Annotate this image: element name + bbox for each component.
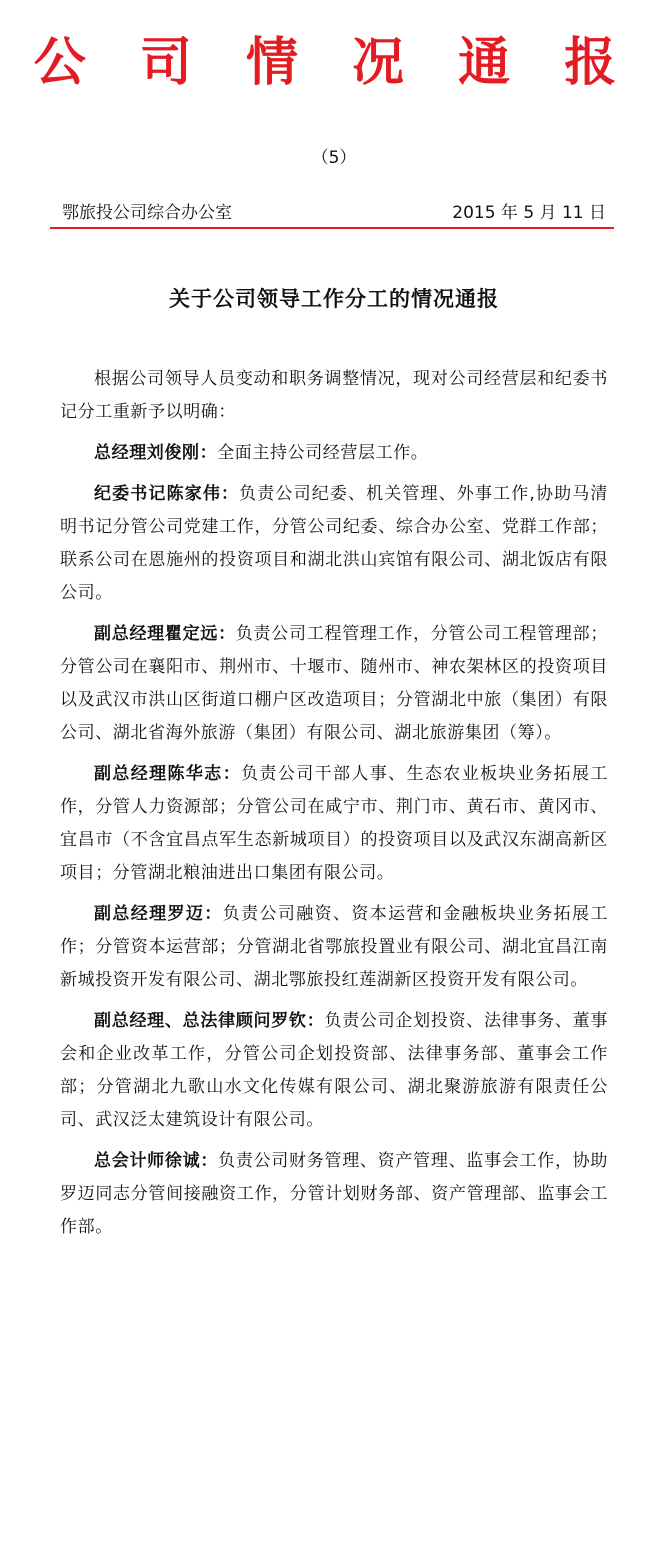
assignment-paragraph	[60, 758, 608, 890]
issue-number: （5）	[311, 148, 357, 168]
assignment-duties: 负责公司工程管理工作，分管公司工程管理部；分管公司在襄阳市、荆州市、十堰市、随州市、神农架林区的投资项目以及武汉市洪山区街道口棚户区改造项目；分管湖北中旅（集团）有限公司、湖北省海外旅游（集团）有限公司、湖北旅游集团（筹）。	[60, 624, 608, 743]
assignment-role: 纪委书记陈家伟：	[94, 484, 240, 504]
assignment-duties: 负责公司干部人事、生态农业板块业务拓展工作，分管人力资源部；分管公司在咸宁市、荆门市、黄石市、黄冈市、宜昌市（不含宜昌点军生态新城项目）的投资项目以及武汉东湖高新区项目；分管湖北粮油进出口集团有限公司。	[60, 764, 608, 883]
document-title: 关于公司领导工作分工的情况通报	[169, 287, 499, 311]
assignment-role: 副总经理瞿定远：	[94, 624, 236, 644]
assignment-paragraph	[60, 437, 608, 470]
red-divider-rule	[50, 227, 614, 229]
assignment-paragraph	[60, 478, 608, 610]
assignment-paragraph	[60, 1145, 608, 1244]
assignment-role: 副总经理、总法律顾问罗钦：	[94, 1011, 325, 1031]
issuer-name: 鄂旅投公司综合办公室	[62, 203, 232, 223]
assignment-role: 总会计师徐诚：	[94, 1151, 219, 1171]
masthead-title: 公 司 情 况 通 报	[33, 32, 635, 93]
intro-paragraph: 根据公司领导人员变动和职务调整情况，现对公司经营层和纪委书记分工重新予以明确：	[60, 369, 608, 422]
assignment-duties: 负责公司财务管理、资产管理、监事会工作，协助罗迈同志分管间接融资工作，分管计划财务部、资产管理部、监事会工作部。	[60, 1151, 609, 1237]
assignment-role: 副总经理陈华志：	[94, 764, 242, 784]
header-meta-row	[62, 201, 608, 225]
assignment-duties: 负责公司纪委、机关管理、外事工作,协助马清明书记分管公司党建工作，分管公司纪委、综合办公室、党群工作部；联系公司在恩施州的投资项目和湖北洪山宾馆有限公司、湖北饭店有限公司。	[60, 484, 608, 603]
assignment-paragraph	[60, 1005, 608, 1137]
assignment-paragraph	[60, 618, 608, 750]
assignment-duties: 全面主持公司经营层工作。	[217, 443, 429, 463]
document-body	[60, 363, 608, 1252]
assignment-role: 总经理刘俊刚：	[94, 443, 218, 463]
assignment-paragraph	[60, 898, 608, 997]
assignment-duties: 负责公司企划投资、法律事务、董事会和企业改革工作，分管公司企划投资部、法律事务部、董事会工作部；分管湖北九歌山水文化传媒有限公司、湖北聚游旅游有限责任公司、武汉泛太建筑设计有限公司。	[60, 1011, 608, 1130]
assignment-role: 副总经理罗迈：	[94, 904, 223, 924]
assignment-duties: 负责公司融资、资本运营和金融板块业务拓展工作；分管资本运营部；分管湖北省鄂旅投置业有限公司、湖北宜昌江南新城投资开发有限公司、湖北鄂旅投红莲湖新区投资开发有限公司。	[60, 904, 608, 990]
issue-date: 2015 年 5 月 11 日	[452, 203, 606, 223]
